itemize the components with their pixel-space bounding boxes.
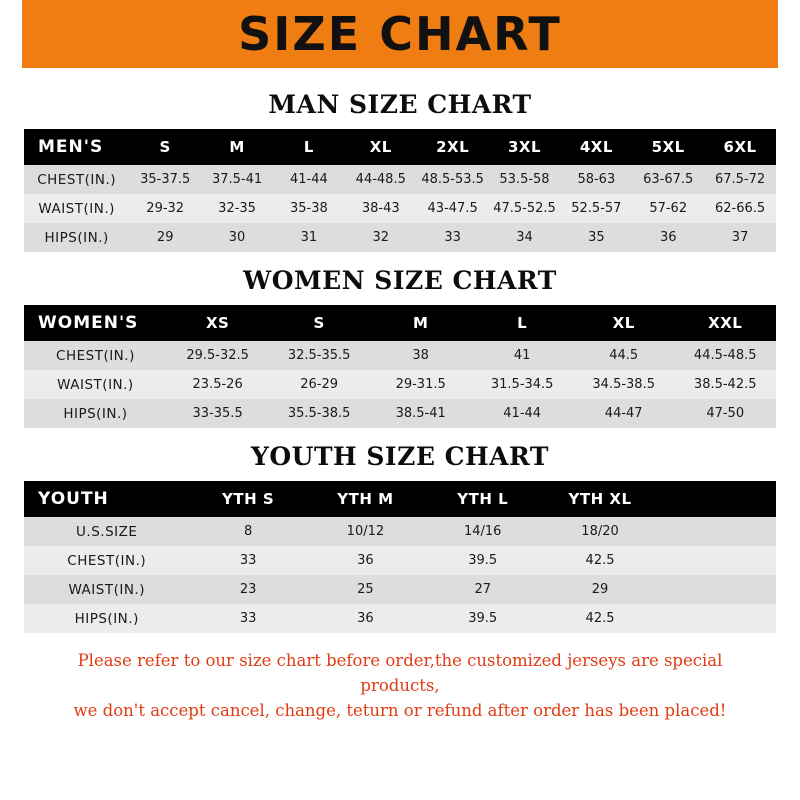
- cell: 32: [345, 223, 417, 252]
- table-row: [24, 341, 776, 370]
- women-section-title: WOMEN SIZE CHART: [243, 266, 557, 295]
- cell-empty: [659, 575, 776, 604]
- cell: 58-63: [560, 165, 632, 194]
- cell: 33: [189, 546, 306, 575]
- cell: 38-43: [345, 194, 417, 223]
- table-row: [24, 223, 776, 252]
- women-size-table: [24, 305, 776, 428]
- cell: 35-37.5: [129, 165, 201, 194]
- cell: 32.5-35.5: [268, 341, 370, 370]
- cell: 33: [189, 604, 306, 633]
- row-label: HIPS(IN.): [24, 223, 129, 252]
- cell: 38.5-41: [370, 399, 472, 428]
- col-header: S: [129, 129, 201, 165]
- man-size-table: [24, 129, 776, 252]
- cell: 41-44: [273, 165, 345, 194]
- cell: 36: [307, 604, 424, 633]
- order-note-line-2: we don't accept cancel, change, teturn or refund after order has been placed!: [73, 700, 727, 720]
- cell: 47.5-52.5: [489, 194, 561, 223]
- table-row: [24, 575, 776, 604]
- row-label: WAIST(IN.): [24, 370, 167, 399]
- cell: 29: [129, 223, 201, 252]
- row-label: CHEST(IN.): [24, 546, 189, 575]
- col-header: L: [471, 305, 573, 341]
- men-corner-label: MEN'S: [24, 129, 129, 165]
- col-header: YTH S: [189, 481, 306, 517]
- cell: 63-67.5: [632, 165, 704, 194]
- cell: 31.5-34.5: [471, 370, 573, 399]
- table-header-row: [24, 481, 776, 517]
- page-title: SIZE CHART: [238, 7, 562, 61]
- content: [0, 68, 800, 723]
- cell: 34.5-38.5: [573, 370, 675, 399]
- cell: 29: [541, 575, 658, 604]
- cell: 33-35.5: [167, 399, 269, 428]
- table-row: [24, 399, 776, 428]
- col-header: XS: [167, 305, 269, 341]
- cell: 44.5-48.5: [674, 341, 776, 370]
- cell: 39.5: [424, 546, 541, 575]
- table-row: [24, 194, 776, 223]
- cell: 37.5-41: [201, 165, 273, 194]
- table-row: [24, 517, 776, 546]
- man-section-title: MAN SIZE CHART: [268, 90, 532, 119]
- col-header: XL: [345, 129, 417, 165]
- col-header: S: [268, 305, 370, 341]
- row-label: CHEST(IN.): [24, 165, 129, 194]
- women-corner-label: WOMEN'S: [24, 305, 167, 341]
- col-header: 5XL: [632, 129, 704, 165]
- cell: 23: [189, 575, 306, 604]
- cell: 34: [489, 223, 561, 252]
- youth-corner-label: YOUTH: [24, 481, 189, 517]
- cell: 53.5-58: [489, 165, 561, 194]
- cell: 43-47.5: [417, 194, 489, 223]
- cell: 30: [201, 223, 273, 252]
- cell: 10/12: [307, 517, 424, 546]
- cell: 29.5-32.5: [167, 341, 269, 370]
- cell: 8: [189, 517, 306, 546]
- table-row: [24, 165, 776, 194]
- cell: 36: [307, 546, 424, 575]
- cell-empty: [659, 604, 776, 633]
- cell: 62-66.5: [704, 194, 776, 223]
- cell: 57-62: [632, 194, 704, 223]
- col-header: YTH L: [424, 481, 541, 517]
- col-header: 3XL: [489, 129, 561, 165]
- row-label: HIPS(IN.): [24, 399, 167, 428]
- col-header: YTH XL: [541, 481, 658, 517]
- row-label: WAIST(IN.): [24, 575, 189, 604]
- row-label: U.S.SIZE: [24, 517, 189, 546]
- cell-empty: [659, 517, 776, 546]
- table-row: [24, 604, 776, 633]
- header-right-margin: [778, 0, 800, 68]
- cell: 18/20: [541, 517, 658, 546]
- cell: 38: [370, 341, 472, 370]
- cell: 37: [704, 223, 776, 252]
- cell: 35.5-38.5: [268, 399, 370, 428]
- col-header: L: [273, 129, 345, 165]
- row-label: HIPS(IN.): [24, 604, 189, 633]
- cell: 32-35: [201, 194, 273, 223]
- col-header: XL: [573, 305, 675, 341]
- cell: 35-38: [273, 194, 345, 223]
- cell: 52.5-57: [560, 194, 632, 223]
- cell: 33: [417, 223, 489, 252]
- cell: 23.5-26: [167, 370, 269, 399]
- col-header: 2XL: [417, 129, 489, 165]
- col-header: M: [201, 129, 273, 165]
- col-header: XXL: [674, 305, 776, 341]
- cell: 31: [273, 223, 345, 252]
- row-label: WAIST(IN.): [24, 194, 129, 223]
- table-row: [24, 370, 776, 399]
- order-note: [24, 649, 776, 723]
- col-header: YTH M: [307, 481, 424, 517]
- cell: 44-48.5: [345, 165, 417, 194]
- cell: 39.5: [424, 604, 541, 633]
- cell: 67.5-72: [704, 165, 776, 194]
- header-left-margin: [0, 0, 22, 68]
- cell: 25: [307, 575, 424, 604]
- cell: 42.5: [541, 546, 658, 575]
- col-header: M: [370, 305, 472, 341]
- cell: 42.5: [541, 604, 658, 633]
- cell: 47-50: [674, 399, 776, 428]
- cell: 41-44: [471, 399, 573, 428]
- cell: 44.5: [573, 341, 675, 370]
- table-row: [24, 546, 776, 575]
- cell-empty: [659, 546, 776, 575]
- table-header-row: [24, 129, 776, 165]
- cell: 27: [424, 575, 541, 604]
- youth-section-title: YOUTH SIZE CHART: [251, 442, 549, 471]
- cell: 41: [471, 341, 573, 370]
- col-header-empty: [659, 481, 776, 517]
- order-note-line-1: Please refer to our size chart before order,the customized jerseys are special products,: [77, 651, 723, 695]
- col-header: 6XL: [704, 129, 776, 165]
- cell: 29-32: [129, 194, 201, 223]
- cell: 36: [632, 223, 704, 252]
- cell: 35: [560, 223, 632, 252]
- row-label: CHEST(IN.): [24, 341, 167, 370]
- col-header: 4XL: [560, 129, 632, 165]
- cell: 29-31.5: [370, 370, 472, 399]
- cell: 44-47: [573, 399, 675, 428]
- table-header-row: [24, 305, 776, 341]
- header-band: [0, 0, 800, 68]
- cell: 26-29: [268, 370, 370, 399]
- cell: 38.5-42.5: [674, 370, 776, 399]
- cell: 48.5-53.5: [417, 165, 489, 194]
- youth-size-table: [24, 481, 776, 633]
- cell: 14/16: [424, 517, 541, 546]
